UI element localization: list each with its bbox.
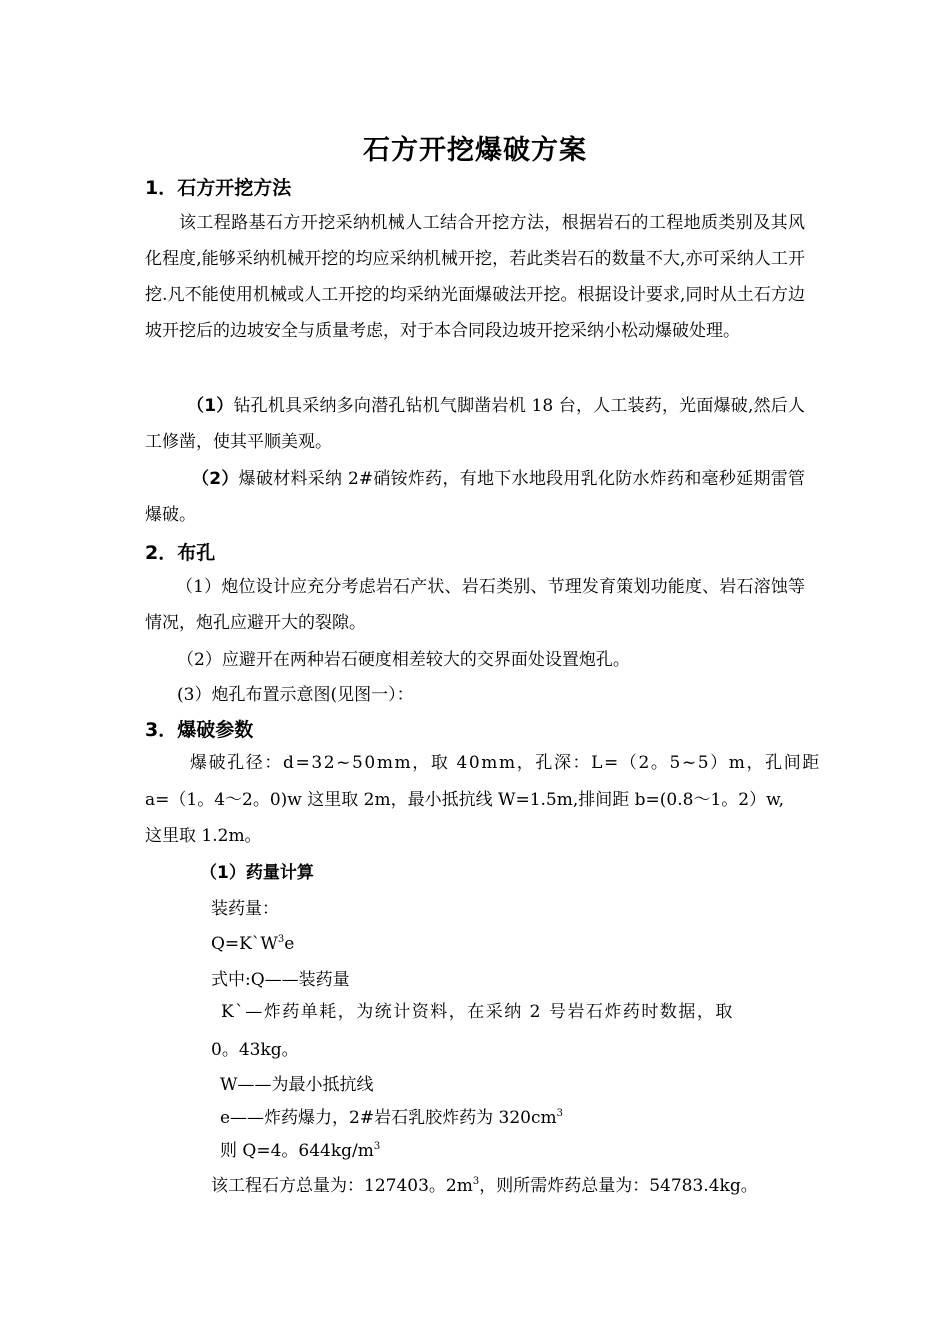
section-3-param-line-2: a=（1。4～2。0)w 这里取 2m，最小抵抗线 W=1.5m,排间距 b=(0.8～1。2）w, [145,790,785,810]
where-e-exponent: 3 [556,1108,563,1119]
item-2-text: 爆破材料采纳 2#硝铵炸药，有地下水地段用乳化防水炸药和毫秒延期雷管爆破。 [145,469,805,525]
section-1-item-1 [145,388,805,460]
item-1-number: （1） [187,396,234,416]
charge-formula [211,926,294,962]
formula-main: Q=K`W [211,934,278,954]
total-volume-exponent: 3 [472,1176,480,1187]
section-1-item-2 [145,461,805,533]
result-q-text: 则 Q=4。644kg/m [220,1141,374,1161]
section-3-heading: 3．爆破参数 [145,719,254,741]
section-2-item-3: (3）炮孔布置示意图(见图一）： [177,685,414,705]
section-2-item-2: （2）应避开在两种岩石硬度相差较大的交界面处设置炮孔。 [177,650,630,670]
total-explosive [211,1168,758,1204]
charge-calc-heading: （1）药量计算 [200,863,314,883]
total-volume-text: 该工程石方总量为：127403。2m [211,1176,473,1196]
result-q [220,1133,380,1169]
section-2-item-1: （1）炮位设计应充分考虑岩石产状、岩石类别、节理发育策划功能度、岩石溶蚀等情况，炮孔应避开大的裂隙。 [145,577,805,633]
where-w: W——为最小抵抗线 [220,1075,374,1095]
where-e [220,1100,563,1136]
total-explosive-text: ，则所需炸药总量为：54783.4kg。 [479,1176,758,1196]
section-1-paragraph: 该工程路基石方开挖采纳机械人工结合开挖方法，根据岩石的工程地质类别及其风化程度,能够采纳机械开挖的均应采纳机械开挖，若此类岩石的数量不大,亦可采纳人工开挖.凡不能使用机械或人工开挖的均采纳光面爆破法开挖。根据设计要求,同时从土石方边坡开挖后的边坡安全与质量考虑，对于本合同段边坡开挖采纳小松动爆破处理。 [145,213,805,341]
where-q: 式中:Q——装药量 [211,970,350,990]
where-k-line-1: K`—炸药单耗，为统计资料，在采纳 2 号岩石炸药时数据，取 [221,1002,734,1022]
page-title: 石方开挖爆破方案 [363,135,587,166]
result-q-exponent: 3 [373,1141,381,1152]
charge-label: 装药量： [211,899,279,919]
section-1-heading: 1．石方开挖方法 [145,177,292,199]
item-1-text: 钻孔机具采纳多向潜孔钻机气脚凿岩机 18 台，人工装药，光面爆破,然后人工修凿，使其平顺美观。 [145,396,805,452]
section-2-heading: 2．布孔 [145,542,216,564]
formula-exponent: 3 [277,934,285,945]
item-2-number: （2） [192,469,239,489]
section-3-param-line-3: 这里取 1.2m。 [145,826,262,846]
where-k-line-2: 0。43kg。 [211,1040,299,1060]
formula-tail: e [284,934,295,954]
where-e-text: e——炸药爆力，2#岩石乳胶炸药为 320cm [220,1108,557,1128]
section-3-param-line-1: 爆破孔径：d=32~50mm，取 40mm，孔深：L=（2。5~5）m，孔间距 [190,753,821,773]
